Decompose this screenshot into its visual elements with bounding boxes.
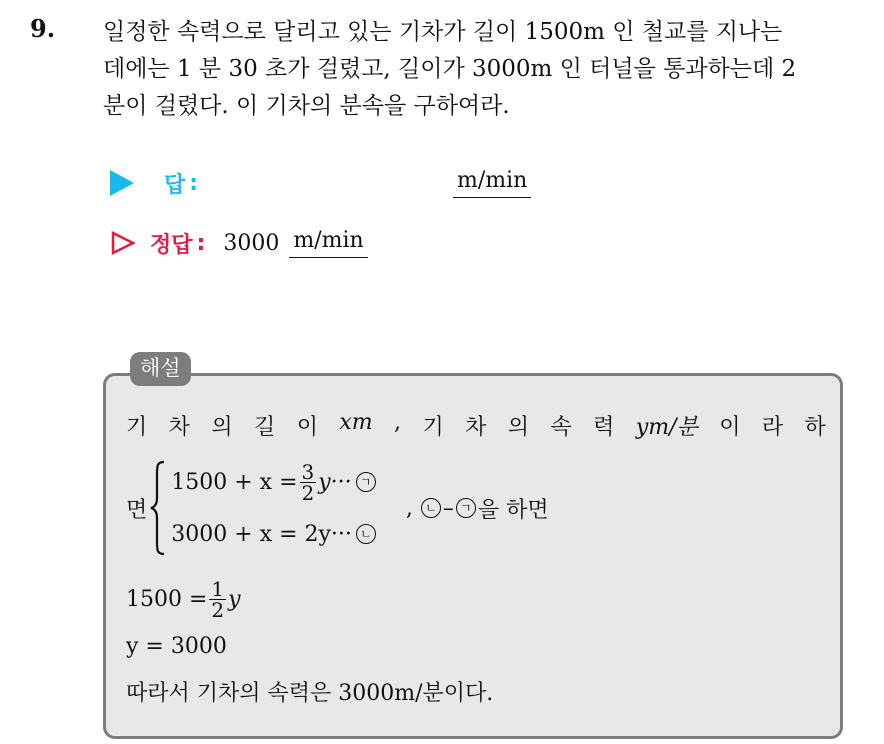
circled-mark: ㄱ xyxy=(356,472,376,492)
answer-unit-blank[interactable] xyxy=(453,166,531,200)
left-brace-icon xyxy=(149,460,167,556)
fraction-denominator: 2 xyxy=(301,480,315,505)
line3-lhs: 1500 = xyxy=(126,586,208,612)
answer-unit: m/min xyxy=(453,168,531,198)
line3-var: y xyxy=(228,586,241,612)
explanation-line: y = 3000 xyxy=(126,634,227,659)
problem-text xyxy=(103,14,863,125)
operation-comma: , xyxy=(405,495,413,521)
correct-answer-unit: m/min xyxy=(289,228,367,258)
fraction-numerator: 3 xyxy=(301,459,315,484)
problem-number: 9. xyxy=(30,14,56,43)
explanation-word: 력 xyxy=(593,415,615,440)
explanation-line xyxy=(126,410,826,441)
equation-1 xyxy=(171,459,376,505)
explanation-word: 이 xyxy=(719,415,741,440)
correct-answer-value: 3000 xyxy=(223,230,280,256)
problem-text-line: 분이 걸렸다. 이 기차의 분속을 구하여라. xyxy=(103,93,510,119)
explanation-word: , xyxy=(394,410,402,435)
explanation-word: 속 xyxy=(550,415,572,440)
explanation-line: 따라서 기차의 속력은 3000m/분이다. xyxy=(126,681,494,706)
answer-row xyxy=(110,166,198,200)
explanation-word: xm xyxy=(339,410,373,435)
circled-mark: ㄴ xyxy=(356,524,376,544)
explanation-word: 의 xyxy=(507,415,530,440)
explanation-word: 길 xyxy=(254,415,276,440)
problem-text-line: 일정한 속력으로 달리고 있는 기차가 길이 1500m 인 철교를 지나는 xyxy=(103,19,783,45)
explanation-word: 차 xyxy=(465,415,487,440)
equation-2 xyxy=(171,514,376,554)
explanation-word: 하 xyxy=(804,415,826,440)
eq1-rhs: y··· xyxy=(318,469,352,495)
operation-dash: – xyxy=(442,495,454,521)
equations xyxy=(171,459,376,554)
correct-answer-row xyxy=(110,226,368,260)
line3-fraction xyxy=(209,576,226,622)
fraction-numerator: 1 xyxy=(211,576,225,601)
problem-text-line: 데에는 1 분 30 초가 걸렸고, 길이가 3000m 인 터널을 통과하는데 2 xyxy=(103,56,797,82)
correct-answer-colon: : xyxy=(196,230,206,256)
explanation-word: ym/분 xyxy=(635,415,698,440)
system-prefix: 면 xyxy=(126,497,148,523)
answer-colon: : xyxy=(189,170,199,196)
play-filled-triangle-icon xyxy=(110,170,134,196)
explanation-word: 라 xyxy=(761,415,784,440)
answer-label: 답 xyxy=(164,172,186,198)
equation-system xyxy=(126,458,549,558)
eq1-fraction xyxy=(300,459,317,505)
system-operation xyxy=(406,493,549,524)
explanation-word: 기 xyxy=(422,415,444,440)
explanation-word: 의 xyxy=(211,415,233,440)
fraction-denominator: 2 xyxy=(211,597,225,622)
operation-text: 을 하면 xyxy=(477,497,549,523)
explanation-word: 기 xyxy=(126,415,148,440)
explanation-word: 이 xyxy=(296,415,318,440)
circled-mark: ㄱ xyxy=(456,498,476,518)
eq1-lhs: 1500 + x = xyxy=(171,469,298,495)
correct-answer-label: 정답 xyxy=(150,232,193,258)
circled-mark: ㄴ xyxy=(421,498,441,518)
explanation-line xyxy=(126,572,241,626)
explanation-word: 차 xyxy=(168,415,190,440)
eq2-text: 3000 + x = 2y··· xyxy=(171,521,352,547)
play-outline-triangle-icon xyxy=(110,230,136,256)
explanation-tab: 해설 xyxy=(130,352,191,386)
